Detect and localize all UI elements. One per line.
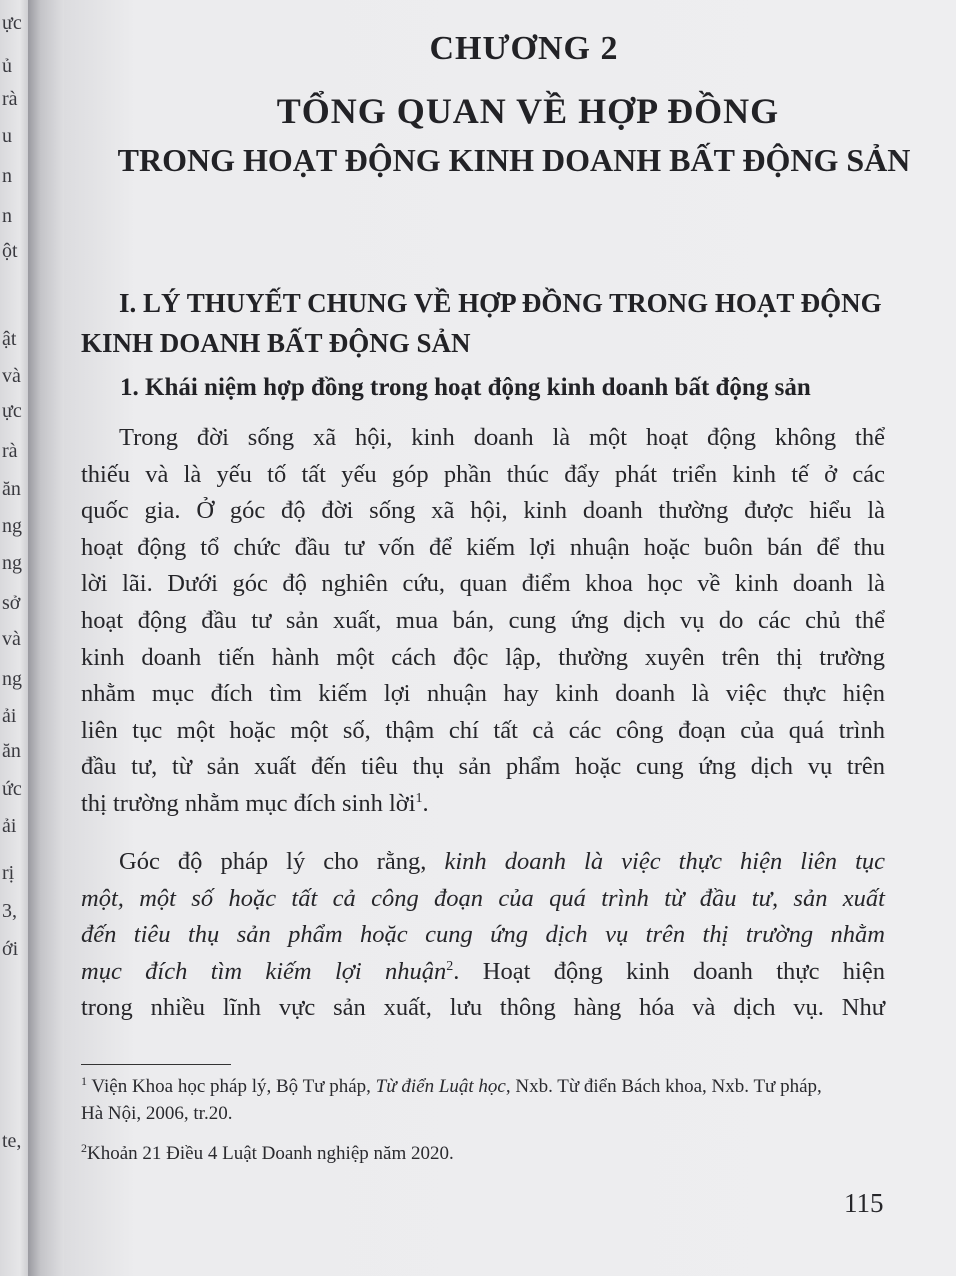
paragraph-2-lead: Góc độ pháp lý cho rằng, [119, 848, 445, 875]
paragraph-2-line-3 [81, 917, 885, 954]
paragraph-1-line: đầu tư, từ sản xuất đến tiêu thụ sản phẩm hoặc cung ứng dịch vụ trên [81, 753, 885, 781]
subsection-title: 1. Khái niệm hợp đồng trong hoạt động kinh doanh bất động sản [120, 374, 811, 401]
paragraph-2-line-1 [81, 844, 885, 881]
paragraph-2 [81, 844, 885, 1027]
paragraph-2-line-5: trong nhiều lĩnh vực sản xuất, lưu thông hàng hóa và dịch vụ. Như [81, 994, 885, 1022]
paragraph-1-line: liên tục một hoặc một số, thậm chí tất cả các công đoạn của quá trình [81, 716, 885, 744]
paragraph-1-line: Trong đời sống xã hội, kinh doanh là một hoạt động không thể [119, 424, 885, 451]
paragraph-1-line: hoạt động đầu tư sản xuất, mua bán, cung ứng dịch vụ do các chủ thể [81, 606, 885, 634]
previous-page-fragment: ng [2, 668, 22, 690]
previous-page-fragment: ật [2, 328, 17, 350]
previous-page-fragment: ải [2, 815, 17, 837]
paragraph-2-continuation: . Hoạt động kinh doanh thực hiện [453, 957, 885, 985]
footnote-1 [81, 1073, 893, 1127]
paragraph-1-line: thiếu và là yếu tố tất yếu góp phần thúc đẩy phát triển kinh tế ở các [81, 460, 885, 488]
footnote-divider [81, 1064, 231, 1065]
previous-page-fragment: và [2, 365, 21, 387]
paragraph-1-line: kinh doanh tiến hành một cách độc lập, thường xuyên trên thị trường [81, 643, 885, 671]
footnote-1-text-c: Hà Nội, 2006, tr.20. [81, 1103, 233, 1124]
section-title-line-1: I. LÝ THUYẾT CHUNG VỀ HỢP ĐỒNG TRONG HOẠT ĐỘNG [119, 288, 882, 318]
paragraph-1-last-line [81, 786, 885, 823]
book-page [64, 0, 956, 1276]
previous-page-fragment: ng [2, 515, 22, 537]
previous-page-fragment: ng [2, 552, 22, 574]
book-gutter [28, 0, 64, 1276]
previous-page-fragment: ực [2, 12, 22, 34]
definition-italic: kinh doanh là việc thực hiện liên tục [444, 848, 886, 875]
footnote-1-number: 1 [81, 1074, 87, 1088]
page-number: 115 [844, 1188, 884, 1218]
paragraph-1-line: lời lãi. Dưới góc độ nghiên cứu, quan điểm khoa học về kinh doanh là [81, 570, 885, 598]
chapter-title-line-1: TỔNG QUAN VỀ HỢP ĐỒNG [276, 91, 780, 131]
definition-italic: đến tiêu thụ sản phẩm hoặc cung ứng dịch vụ trên thị trường nhằm [81, 921, 885, 949]
footnote-2 [81, 1140, 893, 1167]
previous-page-fragment: ải [2, 705, 17, 727]
previous-page-fragment: u [2, 125, 12, 147]
previous-page-edge [0, 0, 28, 1276]
footnote-1-text-a: Viện Khoa học pháp lý, Bộ Tư pháp, [87, 1076, 376, 1097]
footnote-1-text-b: , Nxb. Từ điển Bách khoa, Nxb. Tư pháp, [505, 1076, 822, 1097]
definition-italic: một, một số hoặc tất cả công đoạn của quá trình từ đầu tư, sản xuất [81, 884, 885, 912]
section-title-line-2: KINH DOANH BẤT ĐỘNG SẢN [81, 328, 471, 358]
paragraph-2-line-4 [81, 954, 885, 991]
footnote-2-number: 2 [81, 1141, 87, 1155]
previous-page-fragment: ăn [2, 740, 21, 762]
previous-page-fragment: ăn [2, 478, 21, 500]
previous-page-fragment: ực [2, 400, 22, 422]
previous-page-fragment: và [2, 628, 21, 650]
paragraph-1-line: thị trường nhằm mục đích sinh lời [81, 789, 416, 817]
paragraph-2-line-2 [81, 881, 885, 918]
previous-page-fragment: n [2, 205, 12, 227]
previous-page-fragment: rà [2, 88, 18, 110]
chapter-label: CHƯƠNG 2 [429, 30, 619, 67]
period: . [422, 789, 429, 817]
paragraph-1-line: hoạt động tổ chức đầu tư vốn để kiếm lợi nhuận hoặc buôn bán để thu [81, 533, 885, 561]
previous-page-fragment: rị [2, 862, 15, 884]
previous-page-fragment: ới [2, 938, 19, 960]
previous-page-fragment: sở [2, 592, 21, 614]
previous-page-fragment: n [2, 165, 12, 187]
previous-page-fragment: 3, [2, 900, 17, 922]
paragraph-1-line: nhằm mục đích tìm kiếm lợi nhuận hay kinh doanh là việc thực hiện [81, 680, 885, 708]
chapter-title-line-2: TRONG HOẠT ĐỘNG KINH DOANH BẤT ĐỘNG SẢN [117, 142, 911, 178]
previous-page-fragment: te, [2, 1130, 22, 1152]
footnote-2-text: Khoản 21 Điều 4 Luật Doanh nghiệp năm 2020. [87, 1143, 454, 1164]
definition-italic: mục đích tìm kiếm lợi nhuận [81, 957, 447, 985]
paragraph-1-line: quốc gia. Ở góc độ đời sống xã hội, kinh doanh thường được hiểu là [81, 497, 885, 525]
previous-page-fragment: rà [2, 440, 18, 462]
previous-page-fragment: ức [2, 778, 22, 800]
footnote-ref-2[interactable]: 2 [446, 958, 454, 974]
previous-page-fragment: ột [2, 240, 18, 262]
paragraph-1 [81, 420, 885, 823]
previous-page-fragment: ủ [2, 55, 12, 77]
footnote-ref-1[interactable]: 1 [415, 790, 423, 806]
footnote-1-italic-title: Từ điển Luật học [375, 1076, 506, 1097]
